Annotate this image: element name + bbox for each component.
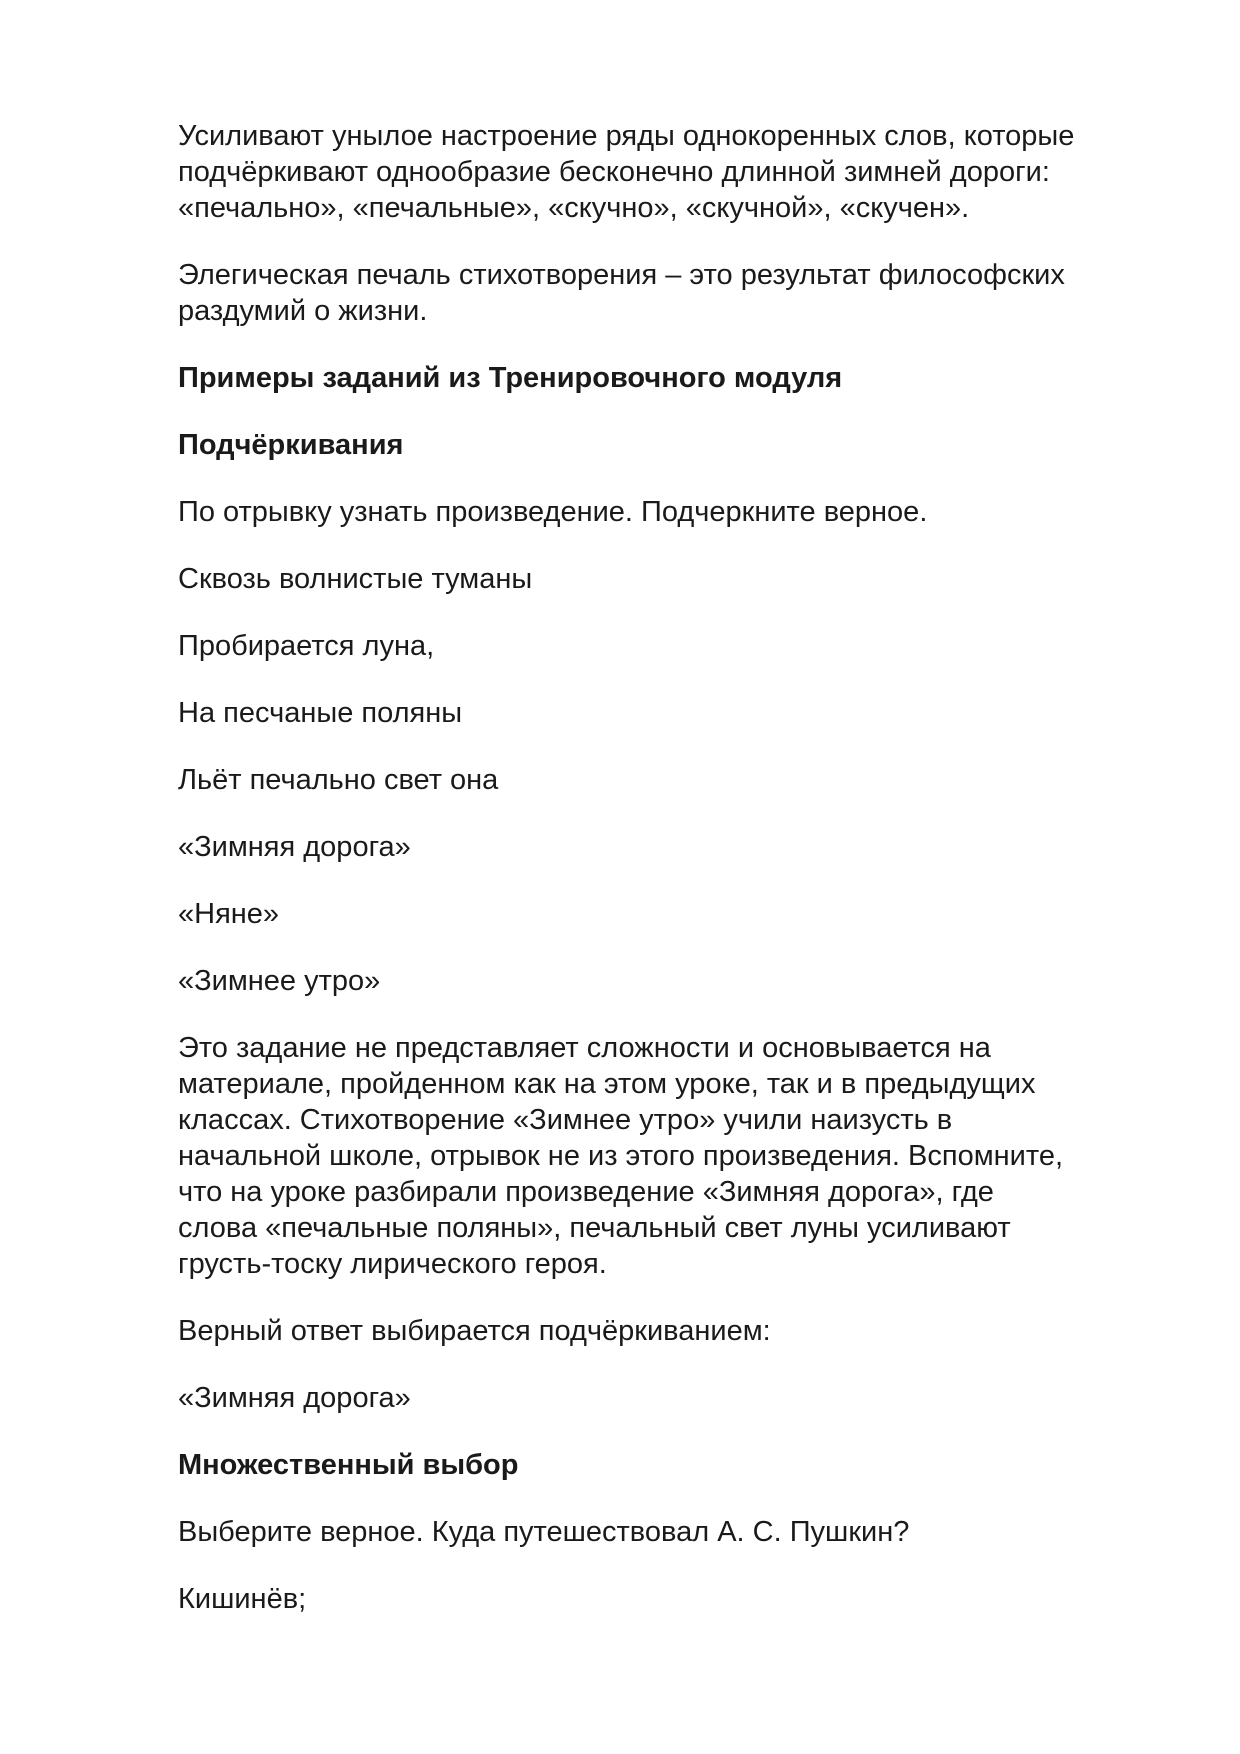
text-line: классах. Стихотворение «Зимнее утро» учили наизусть в [178, 1104, 953, 1136]
poem-line: Льёт печально свет она [178, 764, 499, 796]
document-page [178, 118, 1168, 1648]
text-line: «печально», «печальные», «скучно», «скучной», «скучен». [178, 192, 970, 224]
poem-line: Сквозь волнистые туманы [178, 563, 533, 595]
text-line: грусть-тоску лирического героя. [178, 1248, 607, 1280]
text-line: начальной школе, отрывок не из этого произведения. Вспомните, [178, 1140, 1064, 1172]
text-line: подчёркивают однообразие бесконечно длинной зимней дороги: [178, 156, 1050, 188]
task1-prompt: По отрывку узнать произведение. Подчеркните верное. [178, 496, 928, 528]
text-line: Усиливают унылое настроение ряды однокоренных слов, которые [178, 120, 1075, 152]
task2-prompt: Выберите верное. Куда путешествовал А. С. Пушкин? [178, 1516, 910, 1548]
heading-examples: Примеры заданий из Тренировочного модуля [178, 362, 843, 394]
text-line: Элегическая печаль стихотворения – это результат философских [178, 259, 1065, 291]
paragraph-explanation [178, 1030, 1168, 1282]
answer-intro: Верный ответ выбирается подчёркиванием: [178, 1315, 771, 1347]
heading-underline: Подчёркивания [178, 429, 404, 461]
answer-value: «Зимняя дорога» [178, 1382, 411, 1414]
text-line: Это задание не представляет сложности и основывается на [178, 1032, 991, 1064]
text-line: что на уроке разбирали произведение «Зимняя дорога», где [178, 1176, 994, 1208]
poem-line: На песчаные поляны [178, 697, 463, 729]
text-line: раздумий о жизни. [178, 295, 428, 327]
option-item: «Зимняя дорога» [178, 831, 411, 863]
text-line: материале, пройденном как на этом уроке, так и в предыдущих [178, 1068, 1036, 1100]
paragraph-intro [178, 118, 1168, 226]
option-item: «Зимнее утро» [178, 965, 381, 997]
heading-multiple-choice: Множественный выбор [178, 1449, 519, 1481]
poem-line: Пробирается луна, [178, 630, 435, 662]
text-line: слова «печальные поляны», печальный свет луны усиливают [178, 1212, 1011, 1244]
task2-first-option: Кишинёв; [178, 1583, 307, 1615]
paragraph-elegy [178, 257, 1168, 329]
option-item: «Няне» [178, 898, 280, 930]
